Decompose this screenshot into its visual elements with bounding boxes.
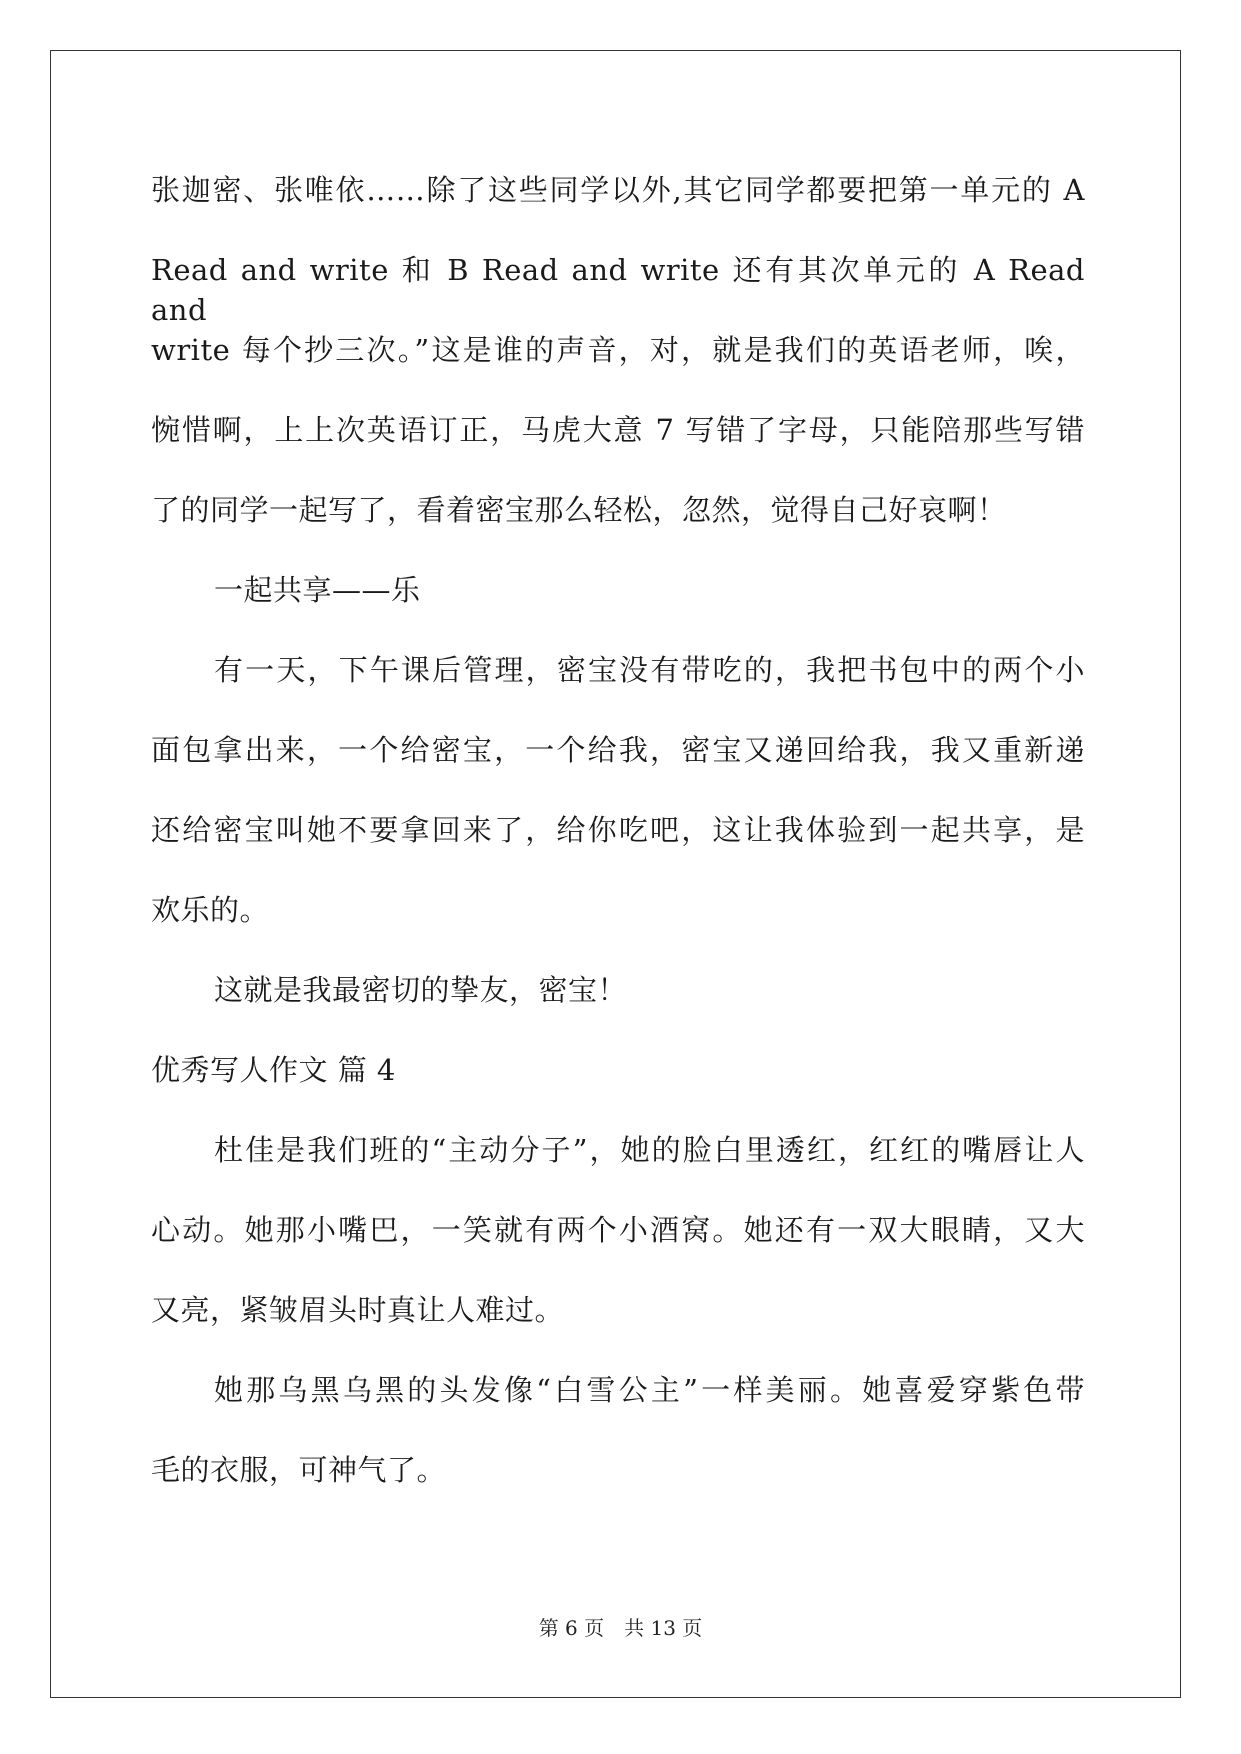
page-number: 第 6 页 [538, 1616, 605, 1640]
text-line-7: 有一天，下午课后管理，密宝没有带吃的，我把书包中的两个小 [214, 653, 1085, 687]
page-total: 共 13 页 [624, 1616, 703, 1640]
text-line-14: 心动。她那小嘴巴，一笑就有两个小酒窝。她还有一双大眼睛，又大 [151, 1213, 1085, 1247]
text-line-2: Read and write 和 B Read and write 还有其次单元的 A Read and [151, 253, 1085, 327]
text-line-10: 欢乐的。 [151, 893, 270, 927]
text-line-13: 杜佳是我们班的“主动分子”，她的脸白里透红，红红的嘴唇让人 [214, 1133, 1085, 1167]
text-line-17: 毛的衣服，可神气了。 [151, 1453, 447, 1487]
text-line-4: 惋惜啊，上上次英语订正，马虎大意 7 写错了字母，只能陪那些写错 [151, 413, 1085, 447]
page-footer [0, 1614, 1241, 1642]
essay-title-4: 优秀写人作文 篇 4 [151, 1053, 396, 1087]
text-line-3: write 每个抄三次。”这是谁的声音，对，就是我们的英语老师，唉， [151, 333, 1085, 367]
text-line-16: 她那乌黑乌黑的头发像“白雪公主”一样美丽。她喜爱穿紫色带 [214, 1373, 1085, 1407]
text-line-8: 面包拿出来，一个给密宝，一个给我，密宝又递回给我，我又重新递 [151, 733, 1085, 767]
section-heading-share: 一起共享——乐 [214, 573, 421, 607]
text-line-5: 了的同学一起写了，看着密宝那么轻松，忽然，觉得自己好哀啊！ [151, 493, 1007, 527]
text-line-1: 张迦密、张唯依……除了这些同学以外,其它同学都要把第一单元的 A [151, 173, 1085, 207]
text-line-9: 还给密宝叫她不要拿回来了，给你吃吧，这让我体验到一起共享，是 [151, 813, 1085, 847]
text-line-15: 又亮，紧皱眉头时真让人难过。 [151, 1293, 565, 1327]
text-line-11: 这就是我最密切的挚友，密宝！ [214, 973, 628, 1007]
